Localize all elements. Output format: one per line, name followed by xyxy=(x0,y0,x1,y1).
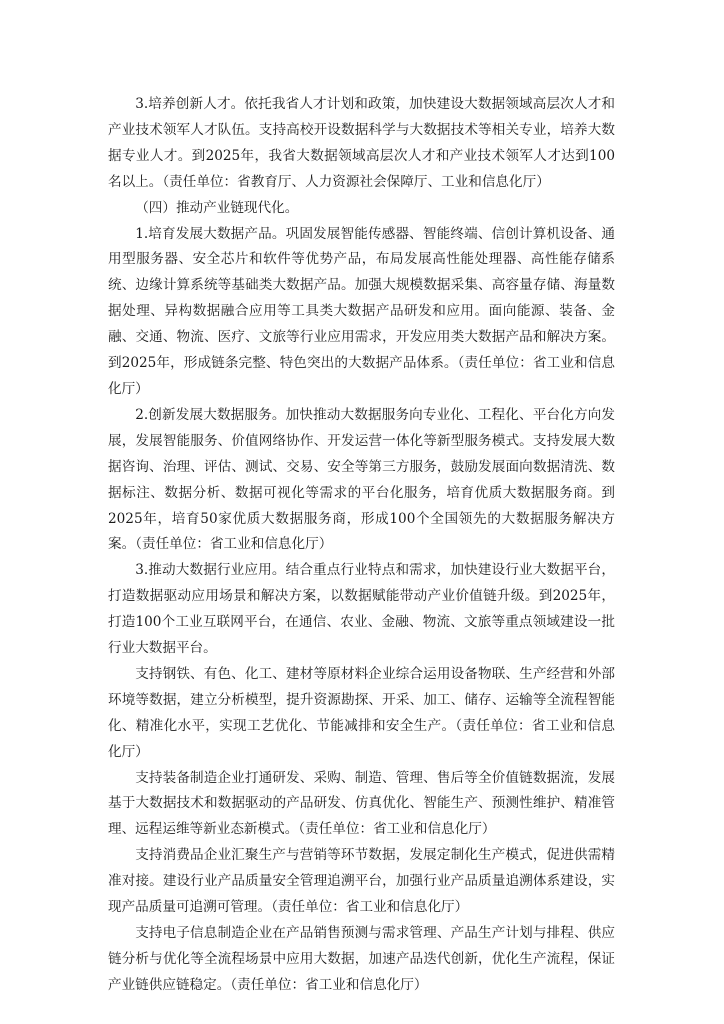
paragraph-bigdata-services: 2.创新发展大数据服务。加快推动大数据服务向专业化、工程化、平台化方向发展，发展智能服务、价值网络协作、开发运营一体化等新型服务模式。支持发展大数据咨询、治理、评估、测试、交易、安全等第三方服务，鼓励发展面向数据清洗、数据标注、数据分析、数据可视化等需求的平台化服务，培育优质大数据服务商。到2025年，培育50家优质大数据服务商，形成100个全国领先的大数据服务解决方案。（责任单位：省工业和信息化厅） xyxy=(108,406,615,553)
paragraph-equipment-manufacturing: 支持装备制造企业打通研发、采购、制造、管理、售后等全价值链数据流，发展基于大数据技术和数据驱动的产品研发、仿真优化、智能生产、预测性维护、精准管理、远程运维等新业态新模式。（责任单位：省工业和信息化厅） xyxy=(108,769,615,838)
paragraph-electronics-manufacturing: 支持电子信息制造企业在产品销售预测与需求管理、产品生产计划与排程、供应链分析与优化等全流程场景中应用大数据，加速产品迭代创新，优化生产流程，保证产业链供应链稳定。（责任单位：省工业和信息化厅） xyxy=(108,925,615,993)
paragraph-cultivate-talent: 3.培养创新人才。依托我省人才计划和政策，加快建设大数据领域高层次人才和产业技术领军人才队伍。支持高校开设数据科学与大数据技术等相关专业，培养大数据专业人才。到2025年，我省大数据领域高层次人才和产业技术领军人才达到100名以上。（责任单位：省教育厅、人力资源社会保障厅、工业和信息化厅） xyxy=(108,96,615,190)
paragraph-industry-applications: 3.推动大数据行业应用。结合重点行业特点和需求，加快建设行业大数据平台，打造数据驱动应用场景和解决方案，以数据赋能带动产业价值链升级。到2025年，打造100个工业互联网平台，在通信、农业、金融、物流、文旅等重点领域建设一批行业大数据平台。 xyxy=(108,562,615,657)
paragraph-raw-materials: 支持钢铁、有色、化工、建材等原材料企业综合运用设备物联、生产经营和外部环境等数据，建立分析模型，提升资源勘探、开采、加工、储存、运输等全流程智能化、精准化水平，实现工艺优化、节能减排和安全生产。（责任单位：省工业和信息化厅） xyxy=(108,665,615,760)
section-heading-industry-chain: （四）推动产业链现代化。 xyxy=(135,199,299,216)
paragraph-bigdata-products: 1.培育发展大数据产品。巩固发展智能传感器、智能终端、信创计算机设备、通用型服务器、安全芯片和软件等优势产品，布局发展高性能处理器、高性能存储系统、边缘计算系统等基础类大数据产品。加强大规模数据采集、高容量存储、海量数据处理、异构数据融合应用等工具类大数据产品研发和应用。面向能源、装备、金融、交通、物流、医疗、文旅等行业应用需求，开发应用类大数据产品和解决方案。到2025年，形成链条完整、特色突出的大数据产品体系。（责任单位：省工业和信息化厅） xyxy=(108,225,615,397)
paragraph-consumer-goods: 支持消费品企业汇聚生产与营销等环节数据，发展定制化生产模式，促进供需精准对接。建设行业产品质量安全管理追溯平台，加强行业产品质量追溯体系建设，实现产品质量可追溯可管理。（责任单位：省工业和信息化厅） xyxy=(108,847,615,916)
document-page xyxy=(108,92,615,999)
